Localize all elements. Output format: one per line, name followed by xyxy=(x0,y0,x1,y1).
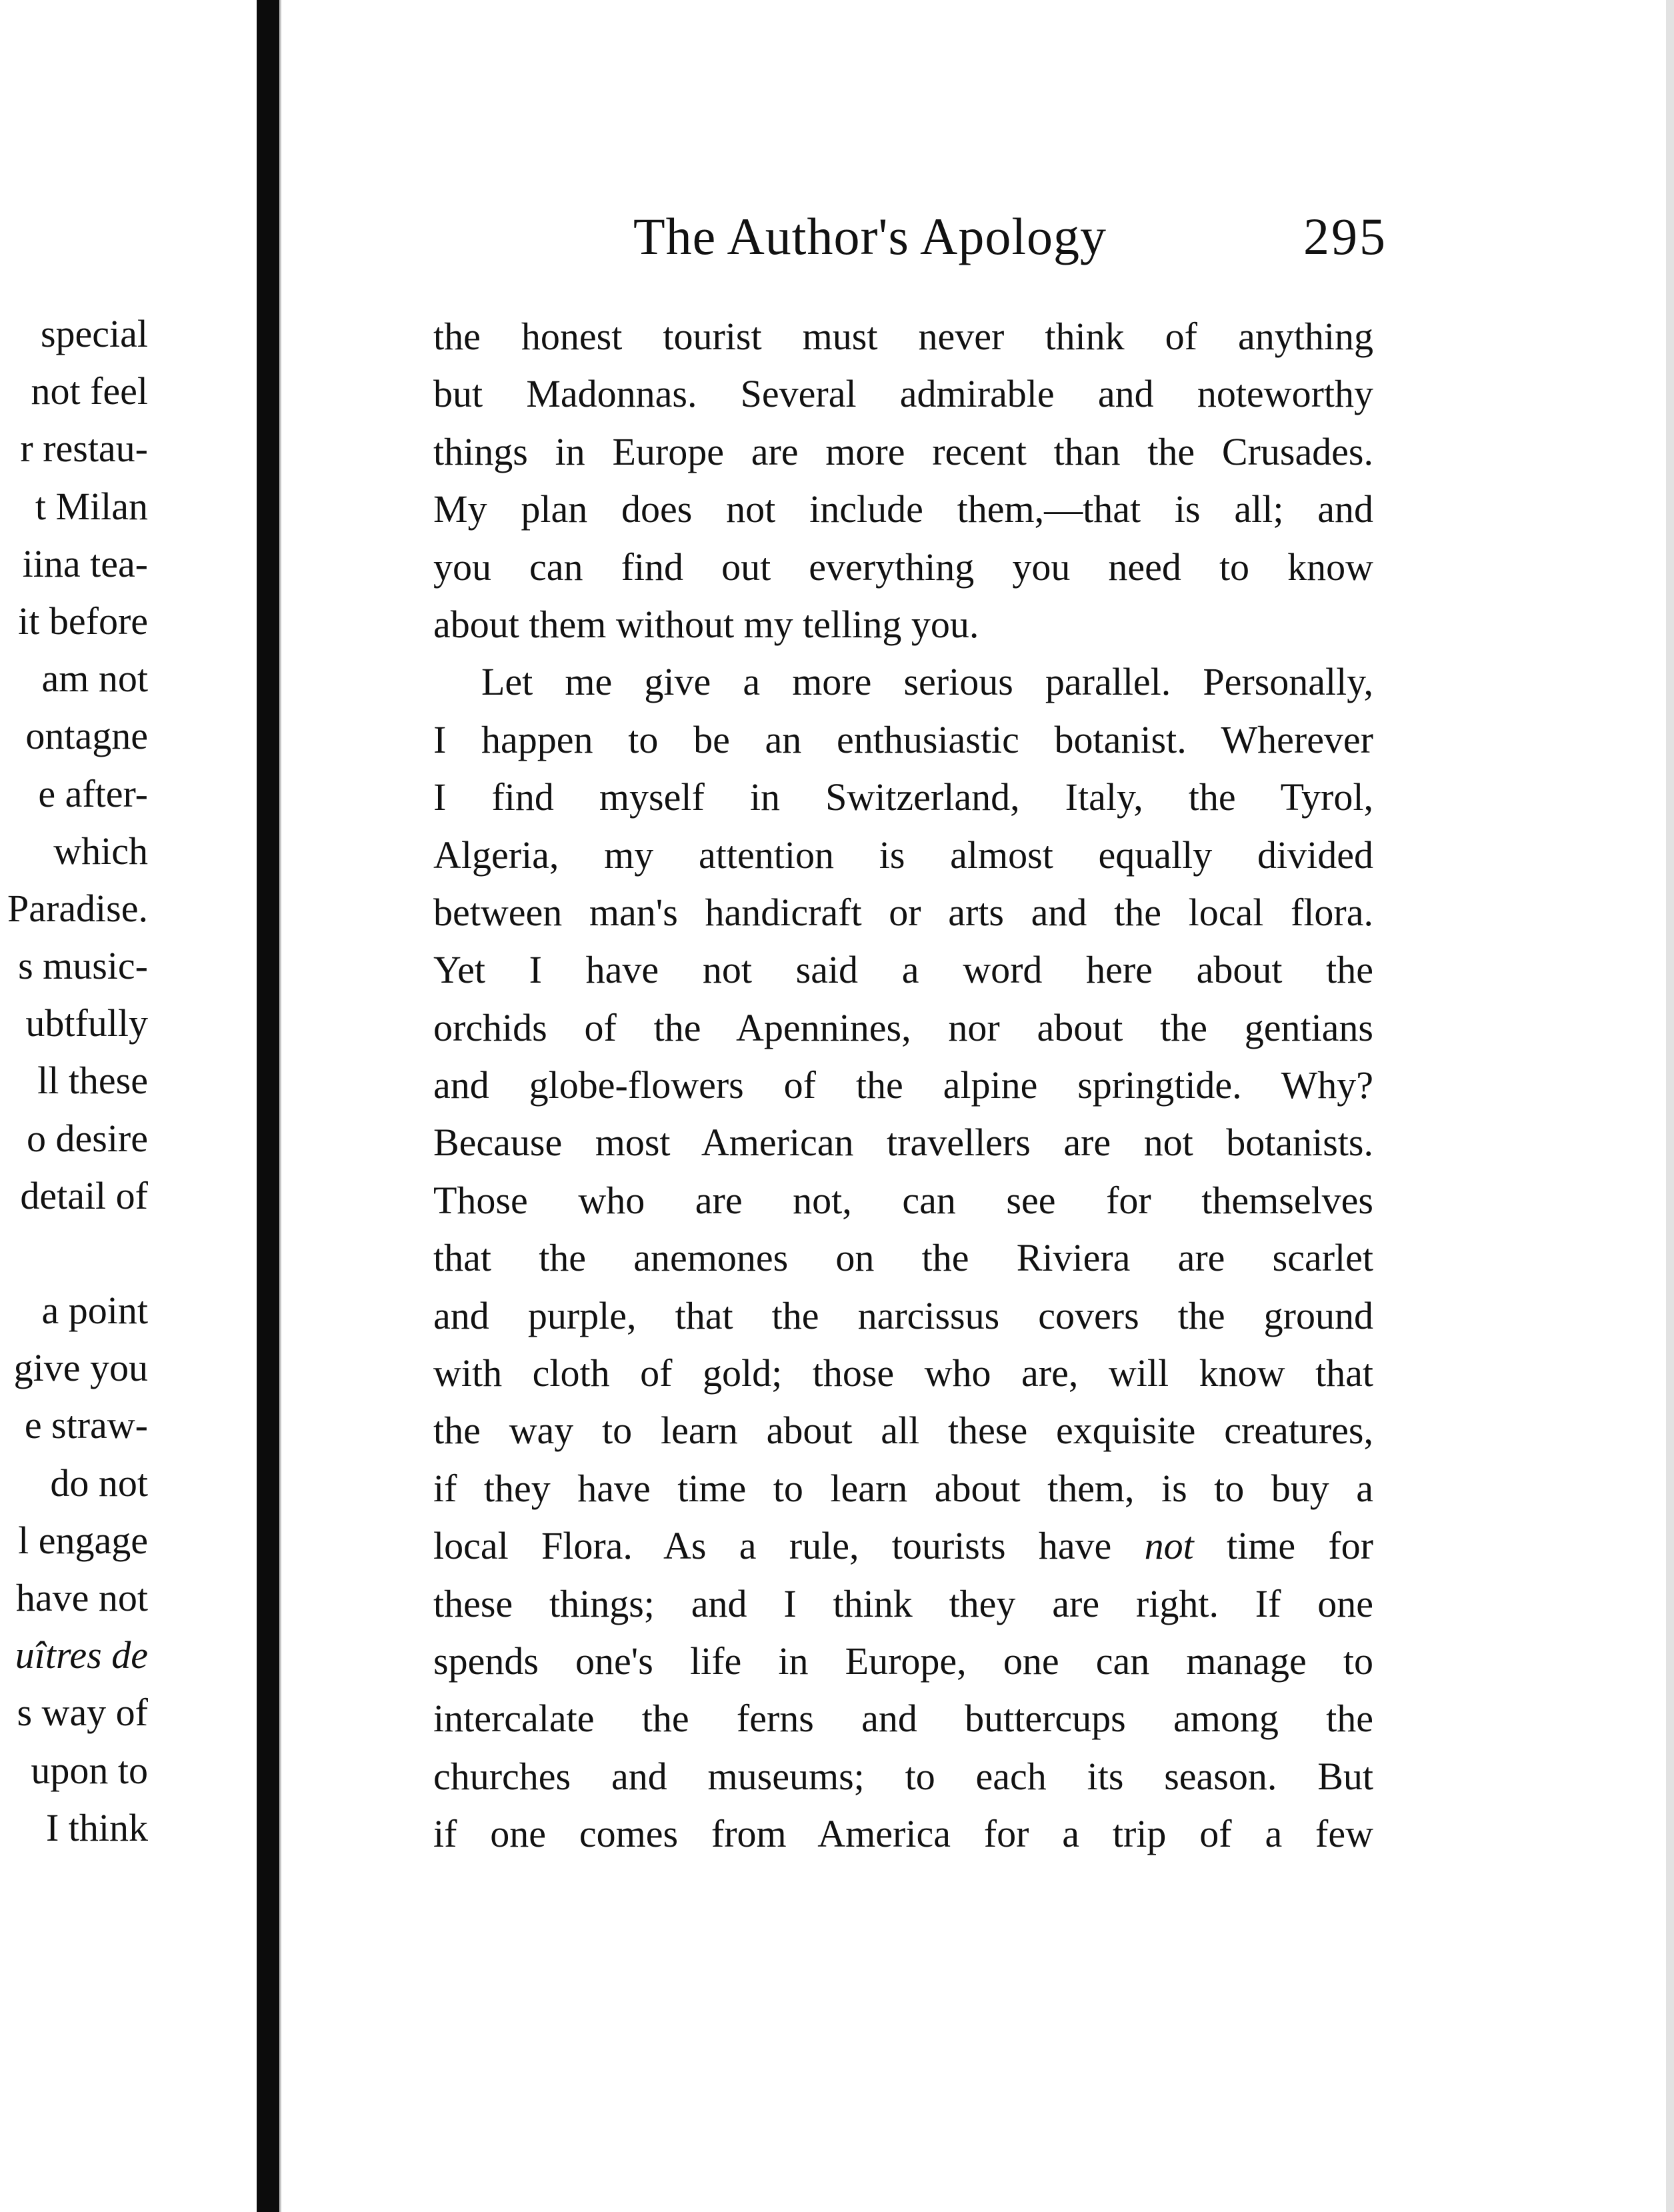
text-line: orchids of the Apennines, nor about the gentians xyxy=(433,1005,1373,1049)
text-line: these things; and I think they are right. If one xyxy=(433,1581,1373,1625)
text-line: churches and museums; to each its season. But xyxy=(433,1754,1373,1798)
left-line: it before xyxy=(18,599,148,643)
text-line: spends one's life in Europe, one can manage to xyxy=(433,1639,1373,1683)
left-line: ontagne xyxy=(25,714,148,758)
left-facing-page xyxy=(0,0,257,2212)
left-line: t Milan xyxy=(35,484,148,528)
left-line: give you xyxy=(13,1346,148,1390)
book-binding-shadow xyxy=(257,0,279,2212)
left-line: have not xyxy=(15,1575,148,1619)
left-line: not feel xyxy=(31,369,148,413)
text-line: that the anemones on the Riviera are scarlet xyxy=(433,1236,1373,1280)
text-line: My plan does not include them,—that is all; and xyxy=(433,487,1373,531)
left-line: e after- xyxy=(38,771,148,815)
text-line: I find myself in Switzerland, Italy, the Tyrol, xyxy=(433,775,1373,819)
running-head-title: The Author's Apology xyxy=(633,207,1107,265)
text-line xyxy=(433,1517,1373,1575)
emphasis: not xyxy=(1144,1524,1194,1568)
left-line: r restau- xyxy=(20,427,148,471)
left-line: o desire xyxy=(27,1116,148,1160)
text-line: Those who are not, can see for themselves xyxy=(433,1178,1373,1222)
text-line: the way to learn about all these exquisite creatures, xyxy=(433,1409,1373,1453)
text-line: about them without my telling you. xyxy=(433,602,979,646)
page-edge xyxy=(1666,0,1674,2212)
left-line: s way of xyxy=(17,1691,148,1735)
left-line: special xyxy=(40,312,148,355)
left-line: e straw- xyxy=(24,1403,148,1447)
text-line: if one comes from America for a trip of a few xyxy=(433,1812,1373,1856)
text-line: Because most American travellers are not botanists. xyxy=(433,1121,1373,1165)
text-line: and globe-flowers of the alpine springtide. Why? xyxy=(433,1063,1373,1107)
left-line: Paradise. xyxy=(7,886,148,930)
text-line: intercalate the ferns and buttercups among the xyxy=(433,1697,1373,1741)
left-line: iina tea- xyxy=(22,541,148,585)
left-line: ubtfully xyxy=(25,1001,148,1045)
text-line: Yet I have not said a word here about the xyxy=(433,948,1373,992)
text-line: things in Europe are more recent than the Crusades. xyxy=(433,429,1373,473)
page-body xyxy=(433,308,1373,1863)
text-line: I happen to be an enthusiastic botanist. Wherever xyxy=(433,717,1373,761)
text-line: you can find out everything you need to know xyxy=(433,545,1373,589)
book-gutter-line xyxy=(279,0,281,2212)
left-line: ll these xyxy=(37,1059,148,1103)
left-line: upon to xyxy=(31,1748,148,1792)
text-line: with cloth of gold; those who are, will know that xyxy=(433,1351,1373,1395)
left-line: l engage xyxy=(18,1518,148,1562)
left-line: do not xyxy=(50,1461,148,1505)
text-line: the honest tourist must never think of anything xyxy=(433,315,1373,358)
left-line: uîtres de xyxy=(15,1633,148,1677)
paragraph-gap xyxy=(0,1225,148,1282)
left-line: which xyxy=(53,829,148,873)
left-line: detail of xyxy=(20,1173,148,1217)
left-line: am not xyxy=(41,657,148,701)
left-line: a point xyxy=(41,1289,148,1332)
text-line: between man's handicraft or arts and the local flora. xyxy=(433,890,1373,934)
left-line: s music- xyxy=(18,944,148,988)
left-page-text xyxy=(0,305,148,1857)
text-line: Algeria, my attention is almost equally divided xyxy=(433,833,1373,877)
text-fragment: time for xyxy=(1193,1524,1373,1568)
text-line: Let me give a more serious parallel. Personally, xyxy=(481,660,1373,704)
left-line: I think xyxy=(45,1805,148,1849)
text-line: and purple, that the narcissus covers the ground xyxy=(433,1293,1373,1337)
text-line: but Madonnas. Several admirable and noteworthy xyxy=(433,372,1373,416)
text-line: if they have time to learn about them, is to buy a xyxy=(433,1466,1373,1510)
page-number: 295 xyxy=(1303,207,1387,265)
text-fragment: local Flora. As a rule, tourists have xyxy=(433,1524,1145,1568)
